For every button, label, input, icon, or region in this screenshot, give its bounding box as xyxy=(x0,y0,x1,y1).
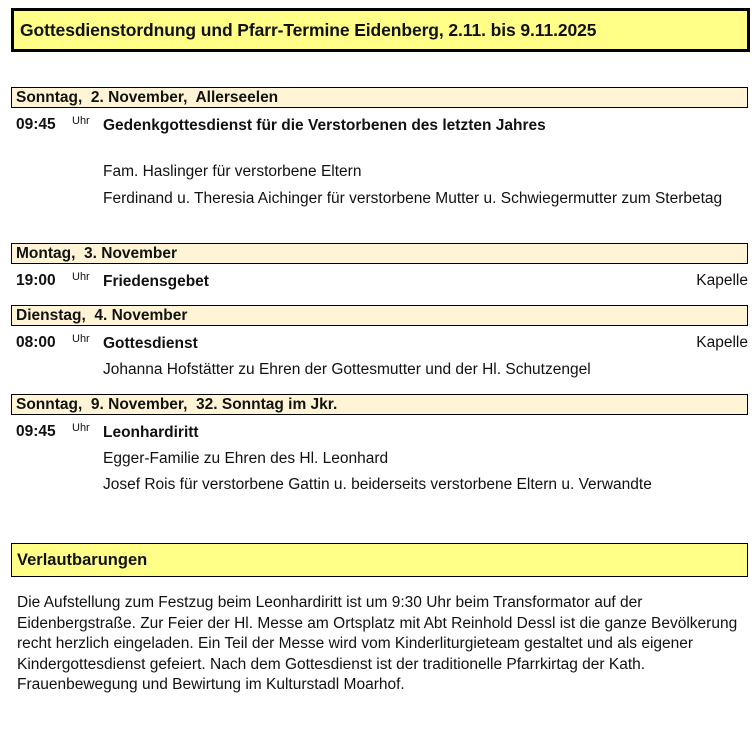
event-time-unit: Uhr xyxy=(72,115,90,127)
mass-intention: Ferdinand u. Theresia Aichinger für verstorbene Mutter u. Schwiegermutter zum Sterbetag xyxy=(103,190,723,207)
event-title: Gottesdienst xyxy=(103,335,198,352)
day-header-sunday-2-nov xyxy=(11,87,748,108)
event-row xyxy=(16,423,748,445)
day-header-monday-3-nov xyxy=(11,243,748,264)
event-time: 08:00 xyxy=(16,334,56,351)
document-title: Gottesdienstordnung und Pfarr-Termine Eidenberg, 2.11. bis 9.11.2025 xyxy=(20,19,597,40)
day-header-label: Montag, 3. November xyxy=(16,244,178,262)
announcement-text: Die Aufstellung zum Festzug beim Leonhardiritt ist um 9:30 Uhr beim Transformator auf der Eidenbergstraße. Zur Feier der Hl. Messe am Ortsplatz mit Abt Reinhold Dessl ist die ganze Bevölkerung recht herzlich eingeladen. Ein Teil der Messe wird vom Kinderliturgieteam gestaltet und als eigener Kindergottesdienst gefeiert. Nach dem Gottesdienst ist der traditionelle Pfarrkirtag der Kath. Frauenbewegung und Bewirtung im Kulturstadl Moarhof. xyxy=(17,594,738,693)
event-time-unit: Uhr xyxy=(72,333,90,345)
event-row xyxy=(16,334,748,356)
mass-intention: Johanna Hofstätter zu Ehren der Gottesmutter und der Hl. Schutzengel xyxy=(103,361,591,378)
day-header-tuesday-4-nov xyxy=(11,305,748,326)
day-header-label: Sonntag, 2. November, Allerseelen xyxy=(16,88,279,106)
event-time: 09:45 xyxy=(16,423,56,440)
announcements-header-box xyxy=(11,543,748,577)
document-title-box xyxy=(11,8,750,52)
event-time: 09:45 xyxy=(16,116,56,133)
event-row xyxy=(16,116,748,138)
event-title: Gedenkgottesdienst für die Verstorbenen des letzten Jahres xyxy=(103,117,546,134)
event-row xyxy=(16,272,748,294)
mass-intention: Egger-Familie zu Ehren des Hl. Leonhard xyxy=(103,450,389,467)
event-time: 19:00 xyxy=(16,272,56,289)
event-time-unit: Uhr xyxy=(72,271,90,283)
day-header-label: Sonntag, 9. November, 32. Sonntag im Jkr. xyxy=(16,395,338,413)
event-location: Kapelle xyxy=(696,272,748,289)
day-header-label: Dienstag, 4. November xyxy=(16,306,188,324)
mass-intention: Josef Rois für verstorbene Gattin u. beiderseits verstorbene Eltern u. Verwandte xyxy=(103,476,652,493)
event-title: Friedensgebet xyxy=(103,273,209,290)
announcements-header: Verlautbarungen xyxy=(17,550,148,569)
event-title: Leonhardiritt xyxy=(103,424,199,441)
day-header-sunday-9-nov xyxy=(11,394,748,415)
event-time-unit: Uhr xyxy=(72,422,90,434)
event-location: Kapelle xyxy=(696,334,748,351)
mass-intention: Fam. Haslinger für verstorbene Eltern xyxy=(103,163,362,180)
